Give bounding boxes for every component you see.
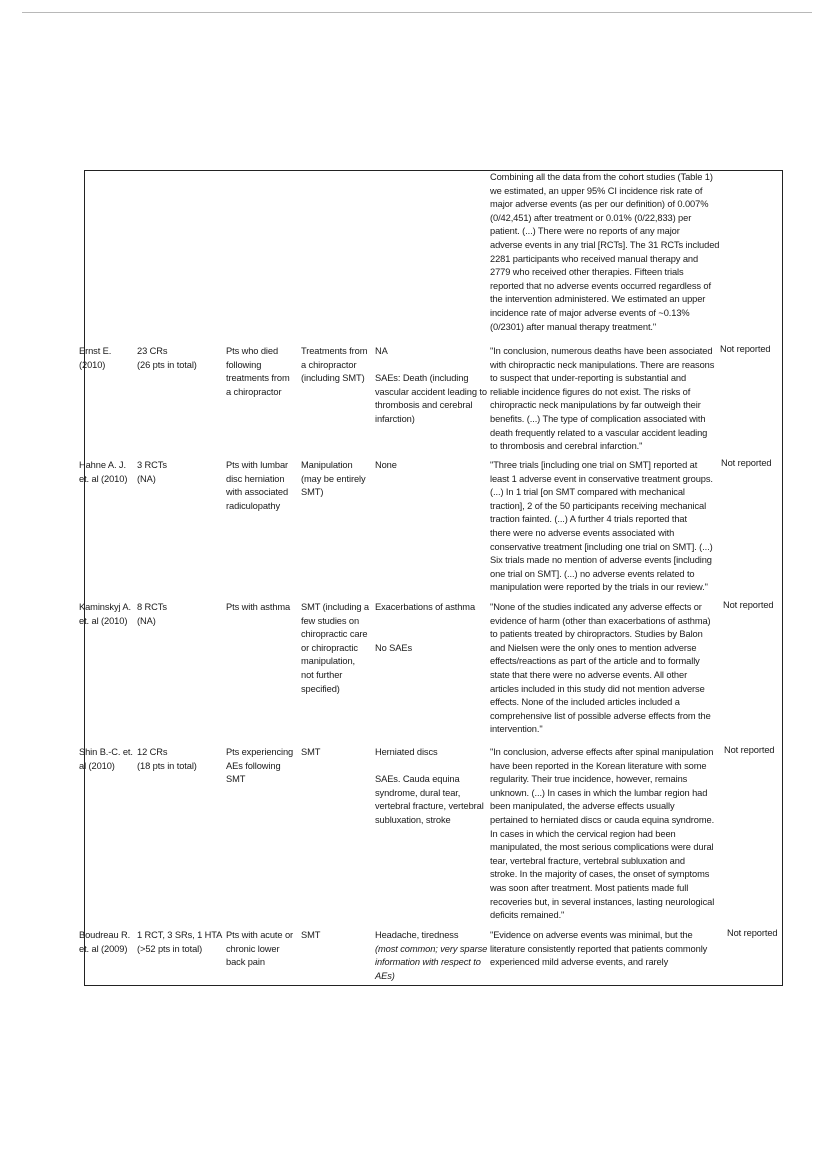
cell-design-line: 23 CRs (137, 346, 168, 356)
cell-adverse-note-line: information with respect to (375, 957, 481, 968)
cell-funding: Not reported (727, 928, 778, 938)
cell-adverse-line: No SAEs (375, 642, 413, 653)
cell-quote-line: death frequently related to a vascular accident leading (490, 427, 708, 438)
cell-quote-line: articles included in this study did not mention adverse (490, 683, 705, 694)
cell-quote-line: pertained to herniated discs or cauda equina syndrome. (490, 815, 715, 825)
cell-quote-line: to thrombosis and cerebral infarction." (490, 441, 643, 452)
cell-adverse-line: SAEs. Cauda equina (375, 774, 460, 785)
cell-quote-line: (...) In 1 trial [on SMT compared with mechanical (490, 487, 685, 498)
cell-population-line: treatments from (226, 373, 290, 384)
cell-quote-line: to suspect that under-reporting is substantial and (490, 373, 687, 384)
cell-quote-line: comprehensive list of possible adverse effects from the (490, 710, 711, 721)
cell-intervention-line: few studies on (301, 615, 360, 626)
cell-adverse-line: vascular accident leading to (375, 386, 487, 397)
cell-adverse-line: vertebral fracture, vertebral (375, 801, 484, 812)
cell-quote-line: "In conclusion, adverse effects after spinal manipulation (490, 747, 714, 757)
cell-design-line: (NA) (137, 473, 156, 484)
cell-adverse-line: syndrome, dural tear, (375, 787, 461, 798)
cell-author-line: Kaminskyj A. (79, 602, 132, 612)
cell-intervention-line: SMT (301, 930, 321, 940)
cell-author-line: et. al (2010) (79, 615, 128, 626)
cell-intervention-line: Manipulation (301, 460, 353, 470)
cell-design-line: 12 CRs (137, 747, 168, 757)
cell-quote-line: manipulated, the most serious complications were dural (490, 842, 714, 853)
cell-adverse-line: subluxation, stroke (375, 815, 451, 825)
page-header-rule (22, 12, 812, 13)
cell-intervention-line: manipulation, (301, 656, 356, 667)
cell-design-line: 8 RCTs (137, 602, 167, 612)
cell-design-line: 1 RCT, 3 SRs, 1 HTA (137, 930, 223, 940)
cell-funding: Not reported (721, 458, 772, 468)
cell-author-line: et. al (2009) (79, 943, 128, 954)
cell-design-line: 3 RCTs (137, 460, 167, 470)
cell-author-line: Ernst E. (79, 346, 112, 356)
cell-author-line: (2010) (79, 359, 106, 370)
cell-adverse-line: Exacerbations of asthma (375, 602, 476, 612)
cell-adverse-line: NA (375, 346, 388, 356)
cell-quote-line: "Evidence on adverse events was minimal, but the (490, 930, 693, 940)
cell-quote-line: deficits remained." (490, 910, 565, 921)
cell-quote-line: have been reported in the Korean literature with some (490, 760, 707, 771)
continued-quote-line: incidence rate of major adverse events of ~0.13% (490, 308, 690, 318)
cell-quote-line: "Three trials [including one trial on SMT] reported at (490, 460, 698, 470)
cell-quote-line: intervention." (490, 724, 543, 735)
cell-design-line: (>52 pts in total) (137, 943, 203, 954)
cell-quote-line: experienced mild adverse events, and rarely (490, 957, 669, 968)
cell-population-line: Pts with lumbar (226, 460, 289, 470)
cell-quote-line: regularity. Their true incidence, however, remains (490, 774, 688, 785)
cell-adverse-line: None (375, 460, 397, 470)
cell-quote-line: Six trials made no mention of adverse events [including (490, 555, 712, 566)
cell-author-line: al (2010) (79, 760, 115, 771)
continued-quote-line: (0/42,451) after treatment or 0.01% (0/22,833) per (490, 212, 692, 223)
cell-population-line: with associated (226, 487, 289, 498)
cell-intervention-line: SMT (301, 747, 321, 757)
cell-quote-line: traction], 2 of the 50 participants receiving mechanical (490, 500, 707, 511)
cell-quote-line: In cases in which the cervical region had been (490, 828, 676, 839)
continued-quote-line: (0/2301) after manual therapy treatment." (490, 321, 657, 332)
cell-population-line: following (226, 359, 262, 370)
cell-intervention-line: or chiropractic (301, 642, 358, 653)
cell-quote-line: reliable incidence figures do not exist. The risks of (490, 386, 691, 397)
cell-intervention-line: (including SMT) (301, 373, 365, 384)
cell-population-line: chronic lower (226, 943, 280, 954)
cell-quote-line: effects/reactions as part of the article and to formally (490, 656, 700, 667)
cell-adverse-line: Herniated discs (375, 747, 438, 757)
cell-intervention-line: SMT (including a (301, 602, 369, 612)
cell-quote-line: stroke. In the majority of cases, the onset of symptoms (490, 869, 710, 880)
cell-design-line: (18 pts in total) (137, 760, 197, 771)
cell-adverse-line: thrombosis and cerebral (375, 400, 473, 411)
continued-quote-line: Combining all the data from the cohort studies (Table 1) (490, 172, 713, 182)
cell-quote-line: "None of the studies indicated any adverse effects or (490, 602, 702, 612)
continued-quote-line: major adverse events (as per our definition) of 0.007% (490, 199, 709, 210)
cell-quote-line: to patients treated by chiropractors. Studies by Balon (490, 629, 703, 640)
cell-quote-line: literature consistently reported that patients commonly (490, 943, 708, 954)
cell-quote-line: and Nielsen were the only ones to mention adverse (490, 642, 697, 653)
cell-funding: Not reported (723, 600, 774, 610)
cell-design-line: (NA) (137, 615, 156, 626)
cell-adverse-line: Headache, tiredness (375, 930, 459, 940)
cell-quote-line: benefits. (...) The type of complication associated with (490, 414, 706, 424)
cell-quote-line: one trial on SMT]. (...) no adverse events related to (490, 568, 695, 579)
cell-quote-line: conservative treatment [including one trial on SMT]. (...) (490, 541, 713, 552)
cell-adverse-line: SAEs: Death (including (375, 373, 469, 384)
cell-author-line: Boudreau R. (79, 930, 131, 940)
cell-intervention-line: not further (301, 670, 343, 680)
cell-intervention-line: specified) (301, 683, 340, 694)
cell-quote-line: state that there were no adverse events. All other (490, 670, 688, 680)
cell-population-line: a chiropractor (226, 386, 282, 397)
cell-quote-line: effects. None of the included articles included a (490, 697, 680, 708)
cell-population-line: SMT (226, 774, 246, 785)
cell-adverse-note-line: AEs) (375, 970, 395, 981)
cell-intervention-line: SMT) (301, 487, 324, 498)
cell-author-line: Shin B.-C. et. (79, 747, 133, 757)
cell-quote-line: tear, vertebral fracture, vertebral subluxation and (490, 855, 685, 866)
cell-population-line: back pain (226, 957, 265, 968)
cell-funding: Not reported (720, 344, 771, 354)
cell-funding: Not reported (724, 745, 775, 755)
cell-quote-line: least 1 adverse event in conservative treatment groups. (490, 473, 713, 484)
cell-quote-line: "In conclusion, numerous deaths have been associated (490, 346, 713, 356)
cell-population-line: AEs following (226, 760, 281, 771)
cell-intervention-line: chiropractic care (301, 629, 368, 640)
cell-quote-line: traction fainted. (...) A further 4 trials reported that (490, 514, 687, 525)
cell-intervention-line: a chiropractor (301, 359, 357, 370)
continued-quote-line: 2779 who received other therapies. Fifteen trials (490, 267, 684, 278)
cell-design-line: (26 pts in total) (137, 359, 197, 370)
cell-intervention-line: Treatments from (301, 346, 368, 356)
cell-intervention-line: (may be entirely (301, 473, 366, 484)
continued-quote-line: patient. (...) There were no reports of any major (490, 226, 680, 237)
continued-quote-line: the intervention administered. We estimated an upper (490, 294, 706, 305)
cell-author-line: Hahne A. J. (79, 460, 126, 470)
cell-quote-line: evidence of harm (other than exacerbations of asthma) (490, 615, 711, 626)
cell-population-line: Pts with asthma (226, 602, 291, 612)
cell-quote-line: chiropractic neck manipulations by far outweigh their (490, 400, 701, 411)
cell-adverse-note-line: (most common; very sparse (375, 943, 488, 954)
continued-quote-line: reported that no adverse events occurred regardless of (490, 280, 711, 291)
cell-population-line: disc herniation (226, 473, 285, 484)
continued-quote-line: adverse events in any trial [RCTs]. The 31 RCTs included (490, 240, 720, 250)
continued-quote-line: 2281 participants who received manual therapy and (490, 253, 699, 264)
cell-population-line: Pts who died (226, 346, 279, 356)
cell-quote-line: there were no adverse events associated with (490, 528, 675, 538)
cell-quote-line: been manipulated, the adverse effects usually (490, 801, 675, 812)
cell-quote-line: manipulation were reported by the trials in our review." (490, 582, 708, 593)
cell-author-line: et. al (2010) (79, 473, 128, 484)
cell-adverse-line: infarction) (375, 414, 415, 424)
cell-population-line: Pts experiencing (226, 747, 294, 757)
continued-quote-line: we estimated, an upper 95% CI incidence risk rate of (490, 185, 703, 196)
cell-quote-line: with chiropractic neck manipulations. There are reasons (490, 359, 715, 370)
cell-quote-line: unknown. (...) In cases in which the lumbar region had (490, 787, 708, 798)
cell-quote-line: was soon after treatment. Most patients made full (490, 883, 689, 893)
cell-population-line: radiculopathy (226, 500, 281, 511)
cell-quote-line: recoveries but, in several instances, lasting neurological (490, 896, 715, 907)
cell-population-line: Pts with acute or (226, 930, 294, 940)
